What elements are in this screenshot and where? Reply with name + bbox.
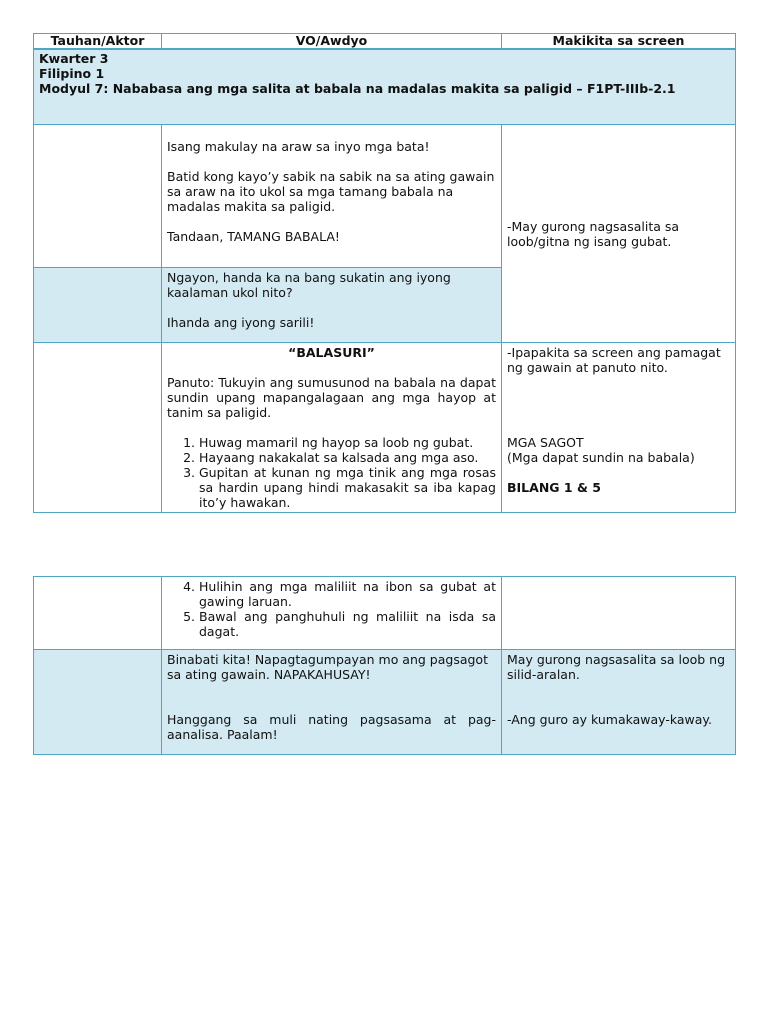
closing-screen-cell <box>502 650 736 755</box>
closing-row <box>34 650 736 755</box>
panuto-text: Panuto: Tukuyin ang sumusunod na babala na dapat sundin upang mapangalagaan ang mga hayop at tanim sa paligid. <box>167 375 496 420</box>
activity-title: “BALASURI” <box>288 345 375 360</box>
closing-screen-text: May gurong nagsasalita sa loob ng silid-aralan. <box>507 652 726 682</box>
greeting-text: Isang makulay na araw sa inyo mga bata! <box>167 139 430 154</box>
list-item: 1. Huwag mamaril ng hayop sa loob ng gubat. <box>199 435 496 450</box>
module-info-row <box>34 49 736 125</box>
intro-vo-cell <box>162 125 502 268</box>
ready-question-text: Ngayon, handa ka na bang sukatin ang iyong kaalaman ukol nito? <box>167 270 451 300</box>
intro-text: Batid kong kayo’y sabik na sabik na sa ating gawain sa araw na ito ukol sa mga tamang babala na madalas makita sa paligid. <box>167 169 495 214</box>
module-info-cell <box>34 49 736 125</box>
closing-vo-cell <box>162 650 502 755</box>
actor-cell <box>34 268 162 343</box>
reminder-text: Tandaan, TAMANG BABALA! <box>167 229 340 244</box>
answers-note: (Mga dapat sundin na babala) <box>507 450 695 465</box>
babala-list-continued <box>167 579 496 639</box>
intro-screen-cell <box>502 125 736 343</box>
activity-screen-cell <box>502 343 736 513</box>
intro-screen-text: -May gurong nagsasalita sa loob/gitna ng isang gubat. <box>507 218 680 249</box>
actor-cell <box>34 650 162 755</box>
activity-row <box>34 343 736 513</box>
subject-label: Filipino 1 <box>39 66 105 81</box>
prepare-text: Ihanda ang iyong sarili! <box>167 315 315 330</box>
actor-cell <box>34 343 162 513</box>
intro-row <box>34 125 736 268</box>
actor-cell <box>34 577 162 650</box>
waving-text: -Ang guro ay kumakaway-kaway. <box>507 712 713 727</box>
list-item: 2. Hayaang nakakalat sa kalsada ang mga aso. <box>199 450 496 465</box>
answers-label: MGA SAGOT <box>507 435 584 450</box>
activity-continued-row <box>34 577 736 650</box>
list-item: 4. Hulihin ang mga maliliit na ibon sa gubat at gawing laruan. <box>199 579 496 609</box>
list-item: 5. Bawal ang panghuhuli ng maliliit na isda sa dagat. <box>199 609 496 639</box>
script-table-page1 <box>33 33 736 513</box>
activity-screen-text: -Ipapakita sa screen ang pamagat ng gawain at panuto nito. <box>507 345 721 375</box>
header-vo: VO/Awdyo <box>162 34 502 50</box>
babala-list <box>167 435 496 510</box>
answers-numbers: BILANG 1 & 5 <box>507 480 601 495</box>
script-table-page2 <box>33 576 736 755</box>
ready-vo-cell <box>162 268 502 343</box>
modyul-label: Modyul 7: Nababasa ang mga salita at babala na madalas makita sa paligid – F1PT-IIIb-2.1 <box>39 81 676 96</box>
congrats-text: Binabati kita! Napagtagumpayan mo ang pagsagot sa ating gawain. NAPAKAHUSAY! <box>167 652 488 682</box>
actor-cell <box>34 125 162 268</box>
kwarter-label: Kwarter 3 <box>39 51 109 66</box>
list-item: 3. Gupitan at kunan ng mga tinik ang mga rosas sa hardin upang hindi makasakit sa iba kapag ito’y hawakan. <box>199 465 496 510</box>
farewell-text: Hanggang sa muli nating pagsasama at pag-aanalisa. Paalam! <box>167 712 496 742</box>
activity-vo-cell <box>162 343 502 513</box>
header-row <box>34 34 736 50</box>
header-tauhan: Tauhan/Aktor <box>34 34 162 50</box>
activity-continued-vo-cell <box>162 577 502 650</box>
activity-continued-screen-cell <box>502 577 736 650</box>
header-screen: Makikita sa screen <box>502 34 736 50</box>
